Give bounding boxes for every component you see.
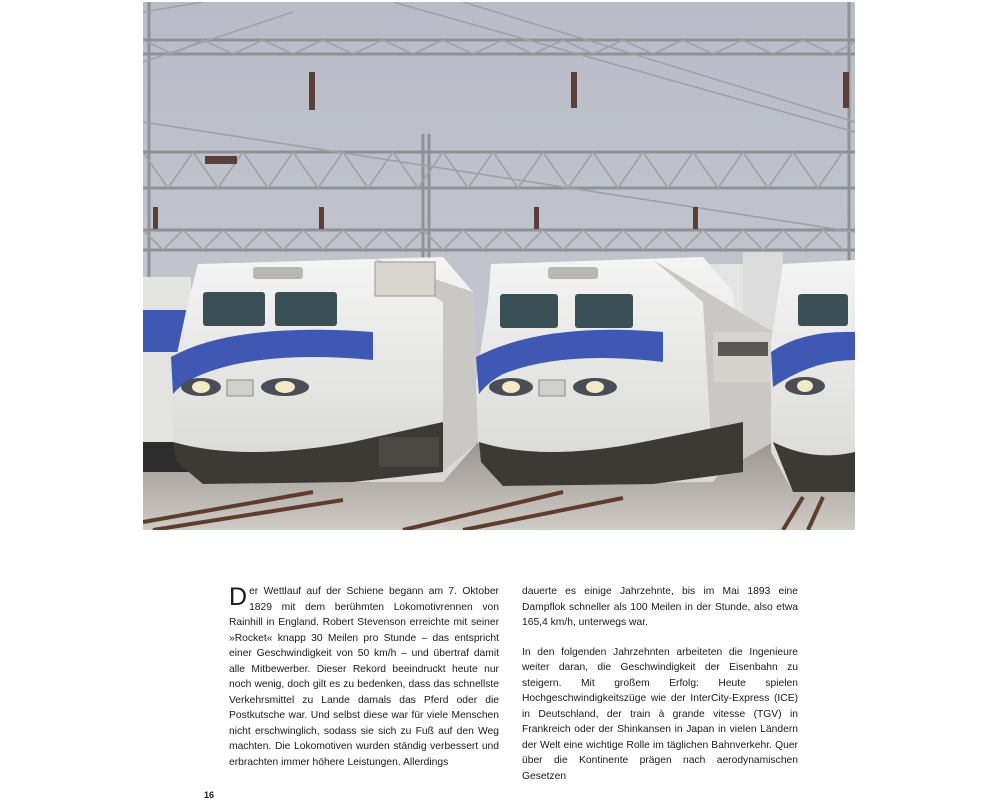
paragraph-1-text: er Wettlauf auf der Schiene begann am 7. Oktober 1829 mit dem berühmten Lokomotivrennen von Rainhill in England. Robert Stevenson erreichte mit seiner »Rocket« knapp 30 Meilen pro Stunde – das entspricht einer Geschwindigkeit von 50 km/h – und übertraf damit alle Mitbewerber. Dieser Rekord beeindruckt heute nur noch wenig, doch gilt es zu bedenken, dass das schnellste Verkehrsmittel zu Lande damals das Pferd oder die Postkutsche war. Und selbst diese war für viele Menschen nicht erschwinglich, sodass sie sich zu Fuß auf den Weg machten. Die Lokomotiven wurden ständig verbessert und erbrachten immer höhere Leistungen. Allerdings	[229, 586, 499, 768]
article-paragraph-2: dauerte es einige Jahrzehnte, bis im Mai 1893 eine Dampflok schneller als 100 Meilen in der Stunde, also etwa 165,4 km/h, unterwegs war.	[522, 586, 798, 628]
article-paragraph-1	[229, 584, 499, 770]
train-photo	[143, 2, 855, 530]
page-number: 16	[204, 790, 215, 800]
drop-cap: D	[229, 583, 248, 611]
article-paragraph-3: In den folgenden Jahrzehnten arbeiteten die Ingenieure weiter daran, die Geschwindigkeit der Eisenbahn zu steigern. Mit großem Erfolg: Heute spielen Hochgeschwindigkeitszüge wie der InterCity-Express (ICE) in Deutschland, der train à grande vitesse (TGV) in Frankreich oder der Shinkansen in Japan in vielen Ländern der Welt eine wichtige Rolle im täglichen Bahnverkehr. Quer über die Kontinente prägen nach aerodynamischen Gesetzen	[522, 646, 798, 782]
article-column-left	[229, 584, 499, 770]
article-column-right	[522, 584, 798, 784]
